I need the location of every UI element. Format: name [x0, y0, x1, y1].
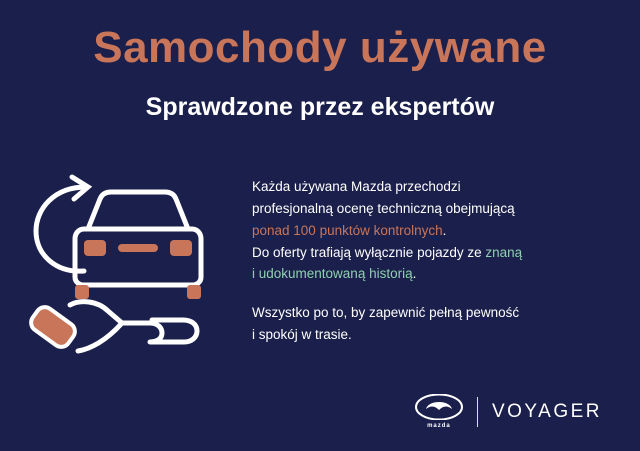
mazda-logo-icon	[415, 394, 463, 420]
copy-line-3-end: .	[442, 222, 447, 238]
footer-logos	[415, 394, 602, 429]
voyager-wordmark: VOYAGER	[491, 400, 602, 422]
copy-highlight-history: i udokumentowaną historią	[252, 266, 413, 282]
copy-line-2: profesjonalną ocenę techniczną obejmującą	[252, 200, 515, 216]
car-detail-icon	[75, 240, 201, 299]
mazda-logo-block	[415, 394, 463, 429]
open-hand-icon	[70, 302, 197, 351]
copy-line-5	[252, 263, 622, 285]
copy-line-4	[252, 242, 622, 264]
mazda-wordmark: mazda	[427, 423, 451, 429]
vertical-divider	[477, 397, 478, 427]
copy-spacer	[252, 285, 622, 302]
copy-highlight-points: ponad 100 punktów kontrolnych	[252, 222, 443, 238]
page-title: Samochody używane	[93, 23, 547, 72]
circular-arrow-icon	[36, 177, 88, 271]
hand-cuff-icon	[28, 304, 79, 351]
copy-line-3	[252, 220, 622, 242]
copy-highlight-known: znaną	[485, 244, 523, 260]
copy-line-1: Każda używana Mazda przechodzi	[252, 179, 461, 194]
copy-line-7: i spokój w trasie.	[252, 327, 352, 343]
page-subtitle: Sprawdzone przez ekspertów	[145, 93, 495, 121]
car-front-icon	[75, 192, 201, 285]
illustration-group	[26, 165, 226, 365]
copy-line-6: Wszystko po to, by zapewnić pełną pewność	[252, 305, 520, 321]
copy-line-5-end: .	[412, 266, 417, 282]
body-copy	[252, 176, 622, 346]
copy-line-4-start: Do oferty trafiają wyłącznie pojazdy ze	[252, 244, 486, 260]
